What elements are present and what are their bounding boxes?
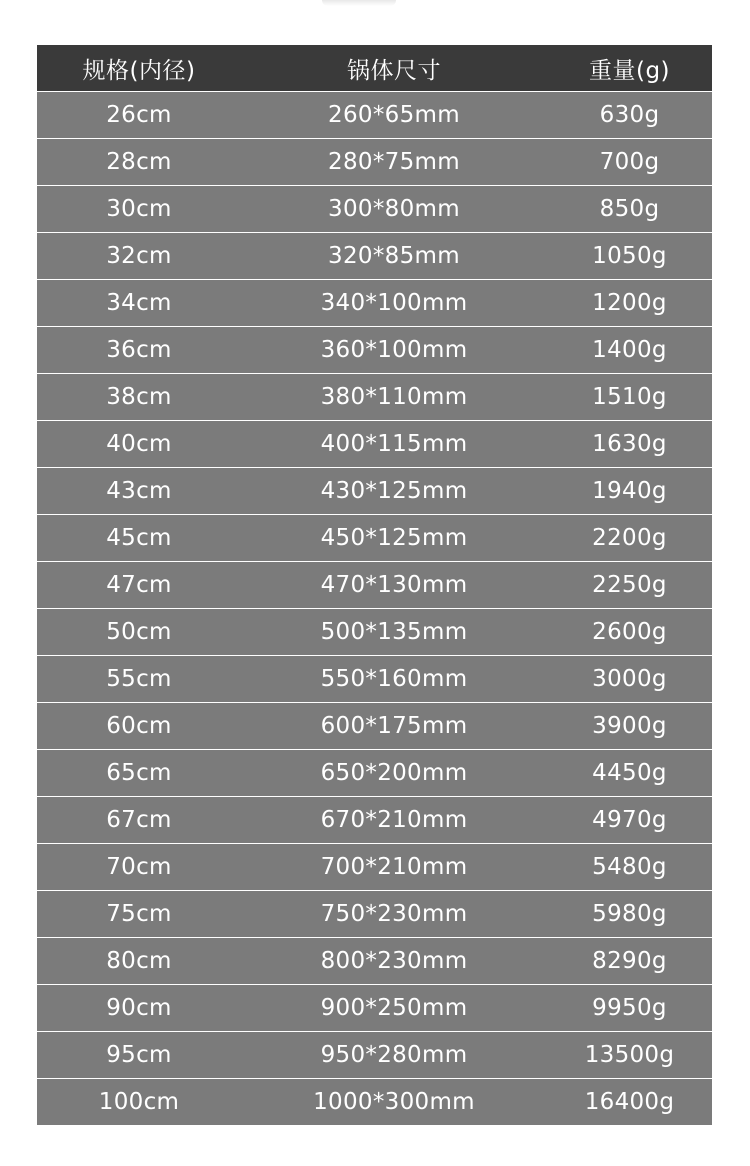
cell-inner-diameter: 90cm: [37, 985, 241, 1032]
table-row: [37, 468, 712, 515]
table-row: [37, 186, 712, 233]
table-body: [37, 92, 712, 1126]
cell-inner-diameter: 75cm: [37, 891, 241, 938]
cell-pot-dimensions: 900*250mm: [241, 985, 547, 1032]
table-row: [37, 844, 712, 891]
table-row: [37, 985, 712, 1032]
header-row: [37, 45, 712, 92]
cell-weight: 1200g: [547, 280, 712, 327]
cell-inner-diameter: 36cm: [37, 327, 241, 374]
cell-weight: 5480g: [547, 844, 712, 891]
cell-inner-diameter: 95cm: [37, 1032, 241, 1079]
cell-pot-dimensions: 650*200mm: [241, 750, 547, 797]
cell-weight: 16400g: [547, 1079, 712, 1126]
cell-pot-dimensions: 1000*300mm: [241, 1079, 547, 1126]
table-row: [37, 92, 712, 139]
cell-pot-dimensions: 280*75mm: [241, 139, 547, 186]
table-row: [37, 515, 712, 562]
cell-weight: 9950g: [547, 985, 712, 1032]
table-row: [37, 750, 712, 797]
table-row: [37, 891, 712, 938]
top-decorative-mark: [322, 0, 396, 6]
cell-weight: 1630g: [547, 421, 712, 468]
cell-weight: 850g: [547, 186, 712, 233]
cell-inner-diameter: 47cm: [37, 562, 241, 609]
table-row: [37, 609, 712, 656]
table-row: [37, 374, 712, 421]
table-row: [37, 327, 712, 374]
cell-inner-diameter: 67cm: [37, 797, 241, 844]
cell-pot-dimensions: 380*110mm: [241, 374, 547, 421]
cell-inner-diameter: 38cm: [37, 374, 241, 421]
cell-inner-diameter: 40cm: [37, 421, 241, 468]
cell-weight: 13500g: [547, 1032, 712, 1079]
cell-inner-diameter: 50cm: [37, 609, 241, 656]
cell-inner-diameter: 45cm: [37, 515, 241, 562]
size-spec-table: [37, 45, 712, 1125]
cell-pot-dimensions: 800*230mm: [241, 938, 547, 985]
cell-pot-dimensions: 260*65mm: [241, 92, 547, 139]
cell-inner-diameter: 32cm: [37, 233, 241, 280]
cell-inner-diameter: 70cm: [37, 844, 241, 891]
table-row: [37, 1079, 712, 1126]
cell-pot-dimensions: 600*175mm: [241, 703, 547, 750]
table-row: [37, 139, 712, 186]
table-row: [37, 938, 712, 985]
cell-weight: 2200g: [547, 515, 712, 562]
table-row: [37, 797, 712, 844]
cell-pot-dimensions: 670*210mm: [241, 797, 547, 844]
cell-pot-dimensions: 400*115mm: [241, 421, 547, 468]
table-row: [37, 1032, 712, 1079]
cell-weight: 8290g: [547, 938, 712, 985]
header-pot-dimensions: 锅体尺寸: [241, 45, 547, 92]
cell-weight: 2600g: [547, 609, 712, 656]
cell-weight: 1050g: [547, 233, 712, 280]
cell-weight: 5980g: [547, 891, 712, 938]
cell-weight: 1510g: [547, 374, 712, 421]
cell-pot-dimensions: 500*135mm: [241, 609, 547, 656]
cell-inner-diameter: 30cm: [37, 186, 241, 233]
cell-inner-diameter: 28cm: [37, 139, 241, 186]
cell-inner-diameter: 55cm: [37, 656, 241, 703]
cell-pot-dimensions: 450*125mm: [241, 515, 547, 562]
table-header: [37, 45, 712, 92]
cell-pot-dimensions: 470*130mm: [241, 562, 547, 609]
cell-weight: 630g: [547, 92, 712, 139]
cell-pot-dimensions: 700*210mm: [241, 844, 547, 891]
cell-weight: 700g: [547, 139, 712, 186]
cell-inner-diameter: 65cm: [37, 750, 241, 797]
cell-inner-diameter: 26cm: [37, 92, 241, 139]
cell-weight: 4970g: [547, 797, 712, 844]
cell-pot-dimensions: 430*125mm: [241, 468, 547, 515]
cell-inner-diameter: 34cm: [37, 280, 241, 327]
cell-weight: 4450g: [547, 750, 712, 797]
cell-pot-dimensions: 360*100mm: [241, 327, 547, 374]
table-row: [37, 233, 712, 280]
header-inner-diameter: 规格(内径): [37, 45, 241, 92]
cell-weight: 1400g: [547, 327, 712, 374]
cell-inner-diameter: 43cm: [37, 468, 241, 515]
cell-weight: 1940g: [547, 468, 712, 515]
table-row: [37, 421, 712, 468]
table-row: [37, 703, 712, 750]
cell-pot-dimensions: 300*80mm: [241, 186, 547, 233]
cell-pot-dimensions: 750*230mm: [241, 891, 547, 938]
table-row: [37, 656, 712, 703]
cell-weight: 2250g: [547, 562, 712, 609]
cell-pot-dimensions: 320*85mm: [241, 233, 547, 280]
cell-pot-dimensions: 950*280mm: [241, 1032, 547, 1079]
cell-weight: 3000g: [547, 656, 712, 703]
table-row: [37, 280, 712, 327]
cell-inner-diameter: 60cm: [37, 703, 241, 750]
table-row: [37, 562, 712, 609]
cell-weight: 3900g: [547, 703, 712, 750]
cell-inner-diameter: 100cm: [37, 1079, 241, 1126]
cell-inner-diameter: 80cm: [37, 938, 241, 985]
cell-pot-dimensions: 550*160mm: [241, 656, 547, 703]
header-weight: 重量(g): [547, 45, 712, 92]
cell-pot-dimensions: 340*100mm: [241, 280, 547, 327]
